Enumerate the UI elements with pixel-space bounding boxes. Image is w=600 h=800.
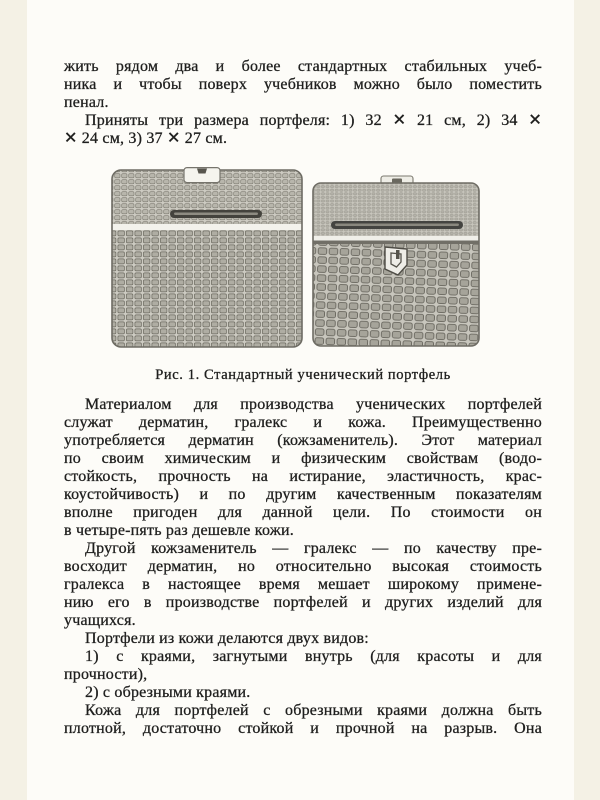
briefcase-right (313, 176, 479, 346)
paragraph-sizes (64, 112, 542, 148)
text-line: стойкость, прочность на истирание, эластичность, крас- (64, 468, 542, 485)
text-line: ника и чтобы поверх учебников можно было поместить (64, 76, 542, 93)
paragraph-material (64, 396, 542, 540)
text-line: жить рядом два и более стандартных стабильных учеб- (64, 58, 542, 75)
text-line: 2) с обрезными краями. (85, 684, 251, 701)
paragraph-leather (64, 702, 542, 738)
text-line: учащихся. (64, 612, 136, 629)
briefcase-figure-svg (100, 167, 490, 355)
text-line: гралекса в настоящее время мешает широкому примене- (64, 576, 542, 593)
paragraph-gralex (64, 540, 542, 630)
text-line: нию его в производстве портфелей и других изделий для (64, 594, 542, 611)
text-line: пенал. (64, 94, 109, 111)
text-line: Материалом для производства ученических портфелей (85, 396, 542, 413)
text-line: служат дерматин, гралекс и кожа. Преимущественно (64, 414, 542, 431)
paragraph-intro (64, 58, 542, 112)
text-line: ✕ 24 см, 3) 37 ✕ 27 см. (64, 130, 228, 147)
text-line: Кожа для портфелей с обрезными краями должна быть (85, 702, 542, 719)
text-line: восходит дерматин, но относительно высокая стоимость (64, 558, 542, 575)
text-line: Приняты три размера портфеля: 1) 32 ✕ 21 см, 2) 34 ✕ (85, 112, 542, 129)
figure-caption: Рис. 1. Стандартный ученический портфель (155, 367, 451, 383)
text-line: употребляется дерматин (кожзаменитель). Этот материал (64, 432, 542, 449)
text-line: прочности), (64, 666, 148, 683)
paragraph-list-item-1 (64, 648, 542, 684)
text-line: в четыре-пять раз дешевле кожи. (64, 522, 294, 539)
page-content (64, 58, 542, 738)
briefcase-left (112, 168, 302, 347)
figure-briefcases (64, 167, 542, 384)
briefcase-illustration (100, 167, 490, 355)
text-line: Другой кожзаменитель — гралекс — по качеству пре- (85, 540, 542, 557)
paragraph-kinds (64, 630, 542, 648)
text-line: Портфели из кожи делаются двух видов: (85, 630, 369, 647)
page-right-margin (574, 0, 600, 800)
text-line: по своим химическим и физическим свойствам (водо- (64, 450, 542, 467)
text-line: плотной, достаточно стойкой и прочной на разрыв. Она (64, 720, 542, 737)
page-left-margin (0, 0, 27, 800)
text-line: коустойчивость) и по другим качественным показателям (64, 486, 542, 503)
text-line: вполне пригоден для данной цели. По стоимости он (64, 504, 542, 521)
text-line: 1) с краями, загнутыми внутрь (для красоты и для (85, 648, 542, 665)
paragraph-list-item-2 (64, 684, 542, 702)
